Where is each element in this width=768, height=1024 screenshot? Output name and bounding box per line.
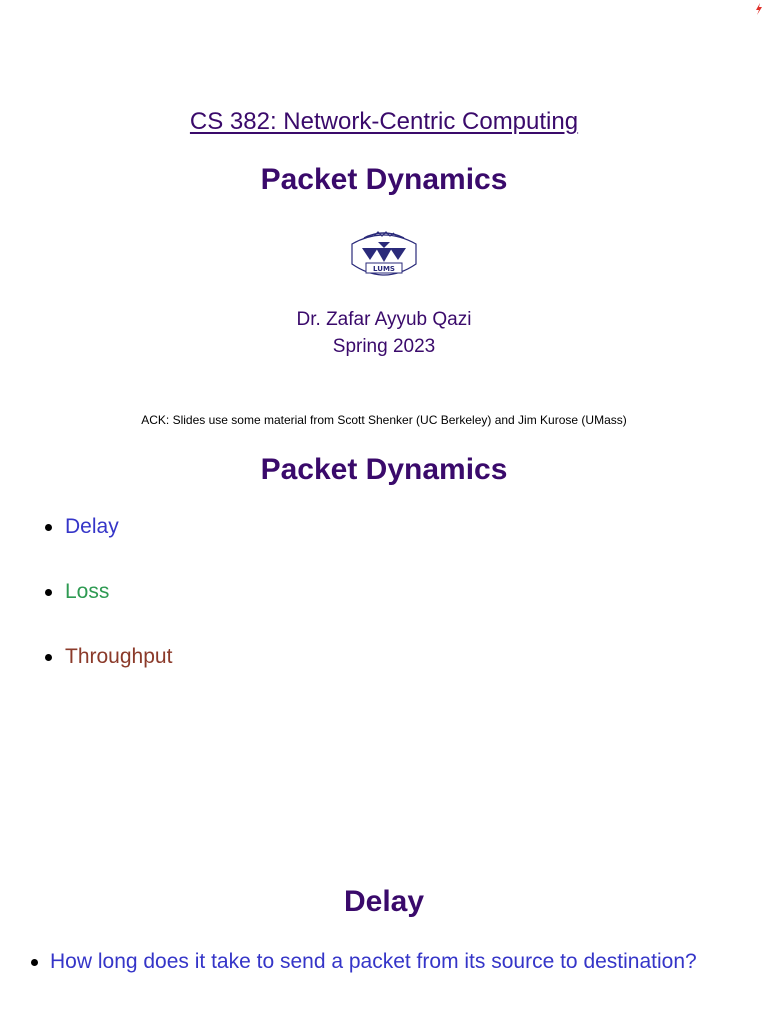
logo-text: LUMS <box>373 265 395 273</box>
slide-title-packet-dynamics-2: Packet Dynamics <box>260 453 508 486</box>
question-text: How long does it take to send a packet from its source to destination? <box>50 950 697 973</box>
bullet-icon <box>45 524 52 531</box>
lums-logo-icon <box>348 224 420 284</box>
course-title-link[interactable]: CS 382: Network-Centric Computing <box>189 108 579 135</box>
bullet-icon <box>31 959 38 966</box>
corner-mark-icon <box>755 3 763 15</box>
author-block <box>0 306 768 360</box>
slide-title-packet-dynamics: Packet Dynamics <box>260 163 508 196</box>
list-item-loss <box>45 580 109 604</box>
list-item-label: Loss <box>65 580 110 603</box>
list-item-question <box>31 950 697 974</box>
list-item-label: Delay <box>65 515 119 538</box>
acknowledgement: ACK: Slides use some material from Scott Shenker (UC Berkeley) and Jim Kurose (UMass) <box>141 413 627 427</box>
list-item-throughput <box>45 645 172 669</box>
term: Spring 2023 <box>332 336 436 357</box>
list-item-delay <box>45 515 119 539</box>
author-name: Dr. Zafar Ayyub Qazi <box>296 309 472 330</box>
list-item-label: Throughput <box>65 645 173 668</box>
slide-title-delay: Delay <box>343 885 425 918</box>
bullet-icon <box>45 589 52 596</box>
bullet-icon <box>45 654 52 661</box>
